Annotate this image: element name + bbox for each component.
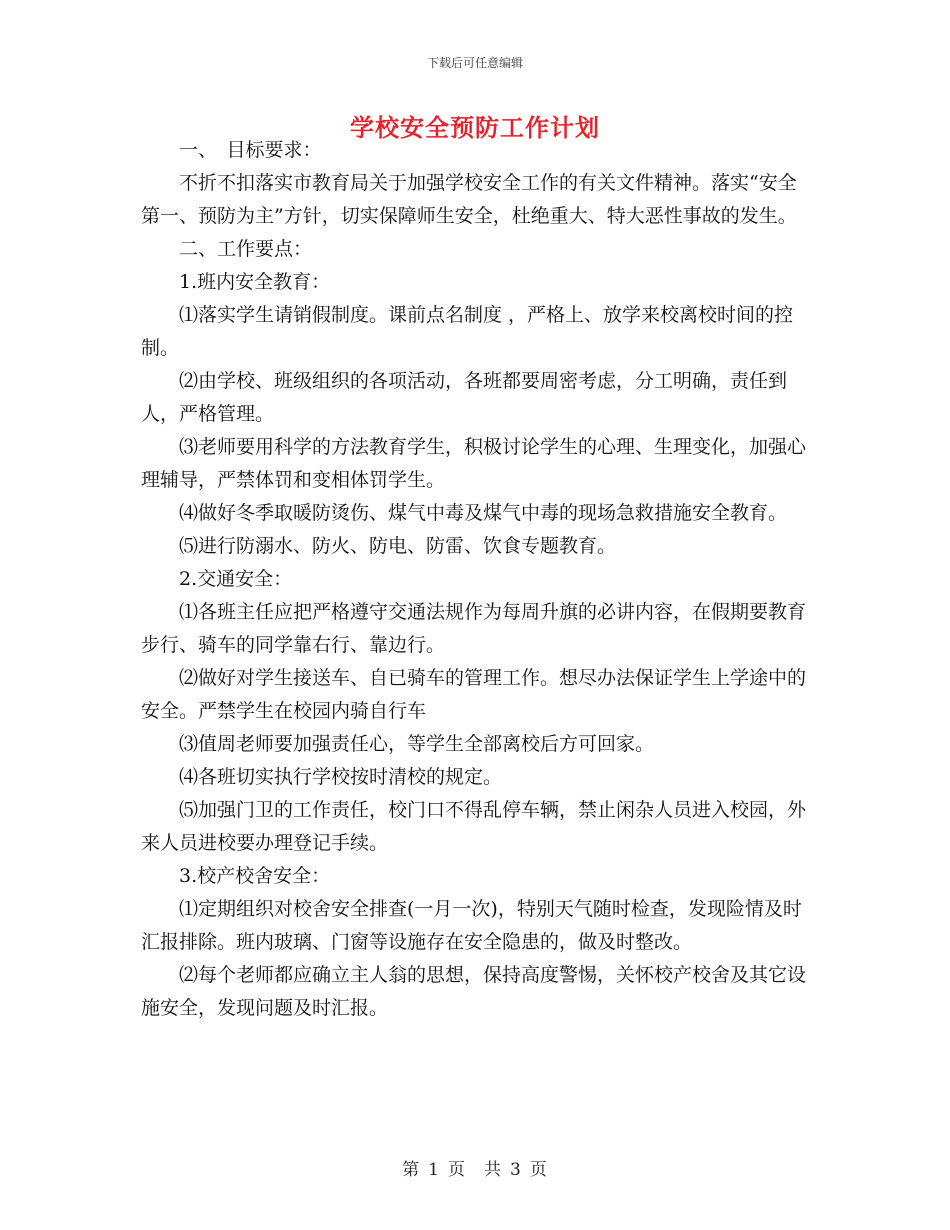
section-heading-work-points: 二、工作要点： [179, 238, 313, 260]
subsection-heading-property-safety: 3.校产校舍安全： [179, 865, 331, 887]
list-item: ⑸加强门卫的工作责任，校门口不得乱停车辆，禁止闲杂人员进入校园，外来人员进校要办理登记手续。 [141, 799, 807, 854]
document-body [141, 134, 813, 1025]
footer-middle: 页 共 [448, 1160, 502, 1180]
footer-suffix: 页 [529, 1160, 548, 1180]
subsection-heading-class-safety: 1.班内安全教育： [179, 271, 331, 293]
document-title: 学校安全预防工作计划 [350, 113, 600, 142]
footer-total-pages: 3 [510, 1160, 522, 1180]
footer-prefix: 第 [402, 1160, 421, 1180]
list-item: ⑶老师要用科学的方法教育学生，积极讨论学生的心理、生理变化，加强心理辅导，严禁体罚和变相体罚学生。 [141, 436, 807, 491]
list-item: ⑴落实学生请销假制度。课前点名制度 ，严格上、放学来校离校时间的控制。 [141, 304, 794, 359]
list-item: ⑵每个老师都应确立主人翁的思想，保持高度警惕，关怀校产校舍及其它设施安全，发现问题及时汇报。 [141, 964, 807, 1019]
list-item: ⑴定期组织对校舍安全排查(一月一次)，特别天气随时检查，发现险情及时汇报排除。班内玻璃、门窗等设施存在安全隐患的，做及时整改。 [141, 898, 802, 953]
list-item: ⑶值周老师要加强责任心，等学生全部离校后方可回家。 [179, 733, 655, 755]
list-item: ⑷做好冬季取暖防烫伤、煤气中毒及煤气中毒的现场急救措施安全教育。 [179, 502, 788, 524]
list-item: ⑴各班主任应把严格遵守交通法规作为每周升旗的必讲内容，在假期要教育步行、骑车的同学靠右行、靠边行。 [141, 601, 807, 656]
paragraph-goals: 不折不扣落实市教育局关于加强学校安全工作的有关文件精神。落实“安全第一、预防为主”方针，切实保障师生安全，杜绝重大、特大恶性事故的发生。 [141, 172, 797, 227]
header-note: 下载后可任意编辑 [426, 56, 523, 70]
list-item: ⑵做好对学生接送车、自已骑车的管理工作。想尽办法保证学生上学途中的安全。严禁学生在校园内骑自行车 [141, 667, 807, 722]
list-item: ⑷各班切实执行学校按时清校的规定。 [179, 766, 503, 788]
list-item: ⑸进行防溺水、防火、防电、防雷、饮食专题教育。 [179, 535, 617, 557]
list-item: ⑵由学校、班级组织的各项活动，各班都要周密考虑，分工明确，责任到人，严格管理。 [141, 370, 788, 425]
page-footer [0, 1155, 950, 1180]
footer-page-number: 1 [428, 1160, 440, 1180]
section-heading-goals: 一、 目标要求： [179, 139, 322, 161]
subsection-heading-traffic-safety: 2.交通安全： [179, 568, 293, 590]
